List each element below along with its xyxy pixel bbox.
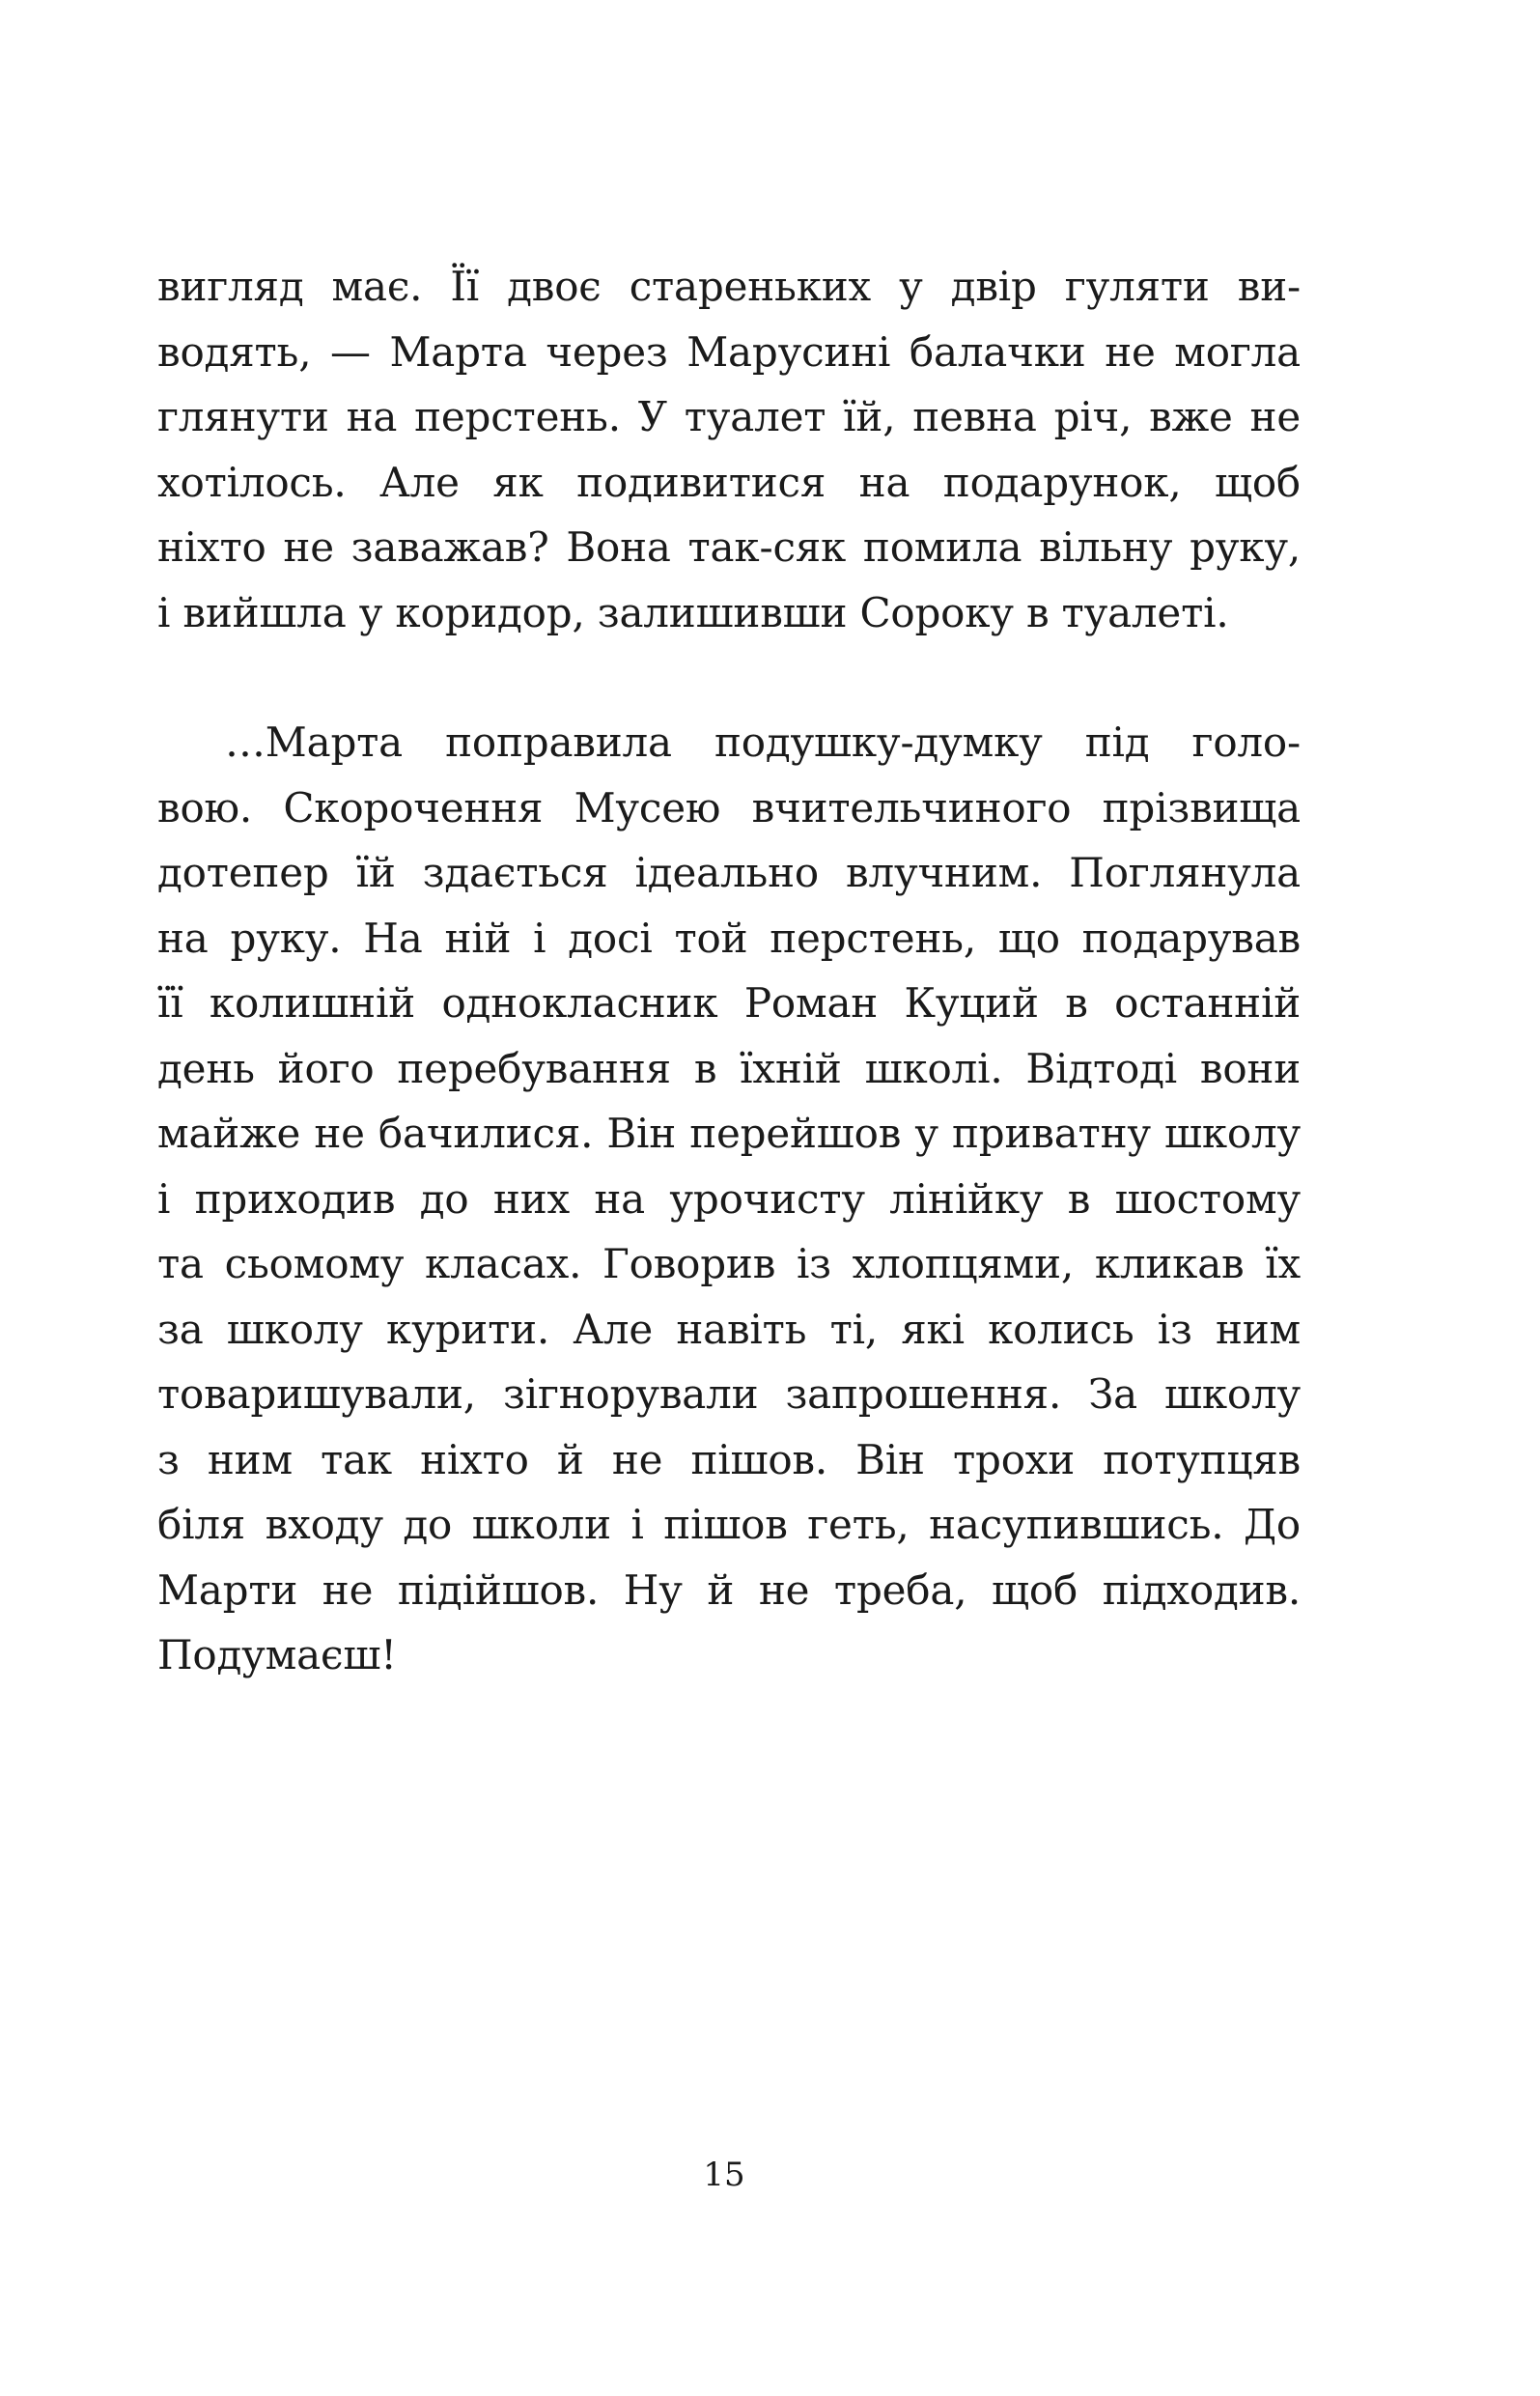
text-line: …Марта поправила подушку-думку під голо- bbox=[225, 719, 1301, 766]
text-line: хотілось. Але як подивитися на подарунок, щоб bbox=[157, 458, 1301, 506]
text-line: майже не бачилися. Він перейшов у приватну школу bbox=[157, 1110, 1301, 1157]
text-line: глянути на перстень. У туалет їй, певна річ, вже не bbox=[157, 393, 1301, 440]
text-line: і вийшла у коридор, залишивши Сороку в туалеті. bbox=[157, 588, 1229, 636]
text-line: за школу курити. Але навіть ті, які колись із ним bbox=[157, 1305, 1301, 1353]
text-line: її колишній однокласник Роман Куций в останній bbox=[157, 979, 1301, 1027]
text-line: Марти не підійшов. Ну й не треба, щоб підходив. bbox=[157, 1565, 1301, 1614]
paragraph-1 bbox=[157, 254, 1301, 645]
text-line: ніхто не заважав? Вона так-сяк помила вільну руку, bbox=[157, 523, 1301, 571]
text-line: і приходив до них на урочисту лінійку в шостому bbox=[157, 1174, 1301, 1223]
text-line: дотепер їй здається ідеально влучним. Поглянула bbox=[157, 849, 1301, 896]
page-number: 15 bbox=[703, 2156, 745, 2194]
text-line: день його перебування в їхній школі. Відтоді вони bbox=[157, 1044, 1301, 1092]
text-line: та сьомому класах. Говорив із хлопцями, кликав їх bbox=[157, 1240, 1301, 1287]
paragraph-2 bbox=[157, 710, 1301, 1688]
text-line: на руку. На ній і досі той перстень, що подарував bbox=[157, 914, 1301, 962]
text-line: вигляд має. Її двоє старeньких у двір гуляти ви- bbox=[157, 263, 1301, 310]
text-line: водять, — Марта через Марусині балачки не могла bbox=[157, 327, 1301, 376]
text-line: біля входу до школи і пішов геть, насупившись. До bbox=[157, 1501, 1301, 1548]
text-line: вою. Скорочення Мусею вчительчиного прізвища bbox=[157, 783, 1301, 832]
text-line: Подумаєш! bbox=[157, 1631, 397, 1678]
text-line: товаришували, зігнорували запрошення. За школу bbox=[157, 1370, 1301, 1418]
text-line: з ним так ніхто й не пішов. Він трохи потупцяв bbox=[157, 1435, 1301, 1483]
